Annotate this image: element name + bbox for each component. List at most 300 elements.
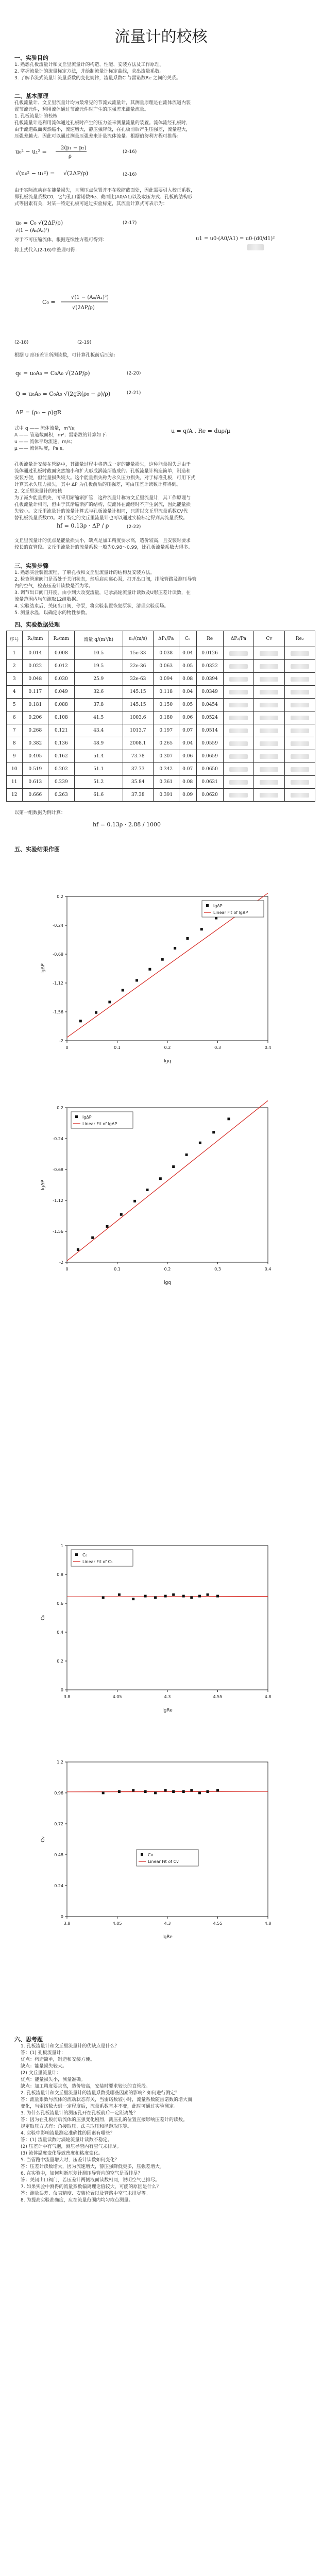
blurred-value (229, 728, 248, 733)
data-point (79, 1020, 82, 1022)
data-point (120, 1213, 123, 1216)
table-cell (254, 660, 284, 673)
fit-line (67, 1791, 268, 1792)
table-cell (284, 647, 315, 660)
data-point (200, 928, 203, 930)
data-point (95, 1011, 97, 1014)
table-cell: 0.05 (179, 660, 196, 673)
table-cell: 22e-36 (123, 660, 153, 673)
data-point (207, 1594, 209, 1596)
table-cell: 0.342 (153, 763, 179, 776)
text-line: 替孔板流量系数C0。对于特定的文丘里流量计也可以通过实验标定得到其流量系数。 (14, 516, 188, 521)
legend-entry: Cv (148, 1853, 154, 1857)
section-1-body (14, 62, 305, 82)
text-line: 3. 为什么孔板流量计的测压孔开在孔板前后一定距离处？ (21, 2111, 138, 2116)
x-tick-label: 0.3 (214, 1045, 221, 1050)
equation-number: (2-16) (123, 149, 137, 155)
table-cell: 0.118 (153, 686, 179, 699)
data-table (6, 631, 315, 802)
table-cell: 2 (7, 660, 23, 673)
y-tick-label: 0.2 (57, 1659, 63, 1664)
table-cell: 0.05 (179, 699, 196, 711)
table-cell: 0.04 (179, 647, 196, 660)
text-line: 内的空气，检查压差计读数是否为零。 (14, 584, 94, 589)
text-line: 答：关闭出口阀门，若压差计两侧液面读数相同，说明空气已排尽。 (21, 2178, 160, 2183)
x-tick-label: 4.55 (213, 1694, 223, 1699)
x-axis-label: lgRe (162, 1708, 173, 1713)
table-cell: 8 (7, 737, 23, 750)
table-cell (284, 699, 315, 711)
table-cell: 0.268 (22, 724, 48, 737)
legend-entry: Linear Fit of Cv (148, 1859, 179, 1864)
table-cell: 0.0650 (196, 763, 223, 776)
text-line: 置节流元件，利用流体通过节流元件时产生的压强差来测量流量。 (14, 107, 149, 112)
text-line: 以第一组数据为例计算： (14, 810, 66, 816)
text-line: 式中 q —— 流体流量，m³/s； (14, 426, 79, 431)
x-tick-label: 0.2 (164, 1267, 171, 1272)
y-tick-label: 0 (60, 1914, 63, 1919)
table-cell: 51.4 (74, 750, 123, 763)
table-cell: 0.048 (22, 673, 48, 686)
text-line: 将上式代入(2-16)中整理可得： (14, 248, 80, 253)
text-line: 1. 孔板流量计的校核 (14, 114, 58, 119)
text-line: A —— 管道截面积，m²；雷诺数的计算如下： (14, 433, 111, 438)
table-cell: 0.088 (48, 699, 75, 711)
table-cell: 0.07 (179, 724, 196, 737)
table-cell (284, 660, 315, 673)
data-point (190, 1789, 193, 1792)
text-line: 孔板流量计相同，但由于其渐缩渐扩的结构，使流体在流经时不产生涡流，因此能量损 (14, 502, 191, 507)
table-cell (284, 789, 315, 802)
table-cell: 0.038 (153, 647, 179, 660)
data-point (174, 947, 176, 950)
blurred-value (260, 703, 278, 707)
table-cell (254, 763, 284, 776)
plot-frame (67, 1762, 268, 1917)
table-cell (254, 673, 284, 686)
x-tick-label: 4.05 (112, 1921, 122, 1926)
x-tick-label: 4.8 (264, 1694, 272, 1699)
table-cell: 0.121 (48, 724, 75, 737)
text-line: 答：测量误差、仪表精度、安装位置以及管路中空气未排尽等。 (21, 2191, 151, 2196)
table-header-cell: 序号 (7, 631, 23, 647)
y-tick-label: 1 (60, 1544, 63, 1548)
blurred-value (291, 664, 309, 669)
table-cell: 0.022 (22, 660, 48, 673)
section-3-body (14, 570, 305, 617)
data-point (102, 1596, 105, 1599)
x-tick-label: 3.8 (63, 1921, 71, 1926)
x-tick-label: 4.3 (164, 1694, 171, 1699)
table-cell: 0.361 (153, 776, 179, 789)
table-cell: 0.08 (179, 673, 196, 686)
table-cell: 1 (7, 647, 23, 660)
table-cell: 37.38 (123, 789, 153, 802)
data-point (212, 1131, 215, 1133)
x-tick-label: 4.55 (213, 1921, 223, 1926)
table-row (7, 660, 315, 673)
chart-c0-re (36, 1525, 283, 1721)
blurred-value (229, 780, 248, 785)
text-line: 为了减少能量损失，可采用渐缩渐扩管，这种流量计称为文丘里流量计，其工作原理与 (14, 496, 191, 501)
table-cell (223, 673, 253, 686)
data-point (144, 1790, 147, 1793)
table-cell (223, 686, 253, 699)
table-cell: 6 (7, 711, 23, 724)
blurred-value (260, 728, 278, 733)
table-cell: 0.04 (179, 737, 196, 750)
table-cell: 10 (7, 763, 23, 776)
y-tick-label: -0.24 (53, 1137, 63, 1141)
text-line: 较长的直管段。文丘里流量计的流量系数一般为0.98～0.99，比孔板流量系数大得多。 (14, 545, 193, 550)
text-line: (2) 压差计中有气泡，测压导管内有空气未排尽。 (21, 2144, 122, 2149)
y-tick-label: 0.48 (54, 1853, 63, 1857)
table-cell: 0.239 (48, 776, 75, 789)
table-header-cell: R₂/mm (48, 631, 75, 647)
legend-marker (141, 1853, 143, 1856)
text-line: 对于不可压缩流体，根据连续性方程可得到： (14, 238, 108, 243)
table-cell: 0.014 (22, 647, 48, 660)
blurred-value (260, 793, 278, 798)
text-line: 压强差越大。因此可以通过测量压强差来计量流体流量。根据伯努利方程可推得： (14, 134, 182, 139)
blurred-value (291, 677, 309, 682)
table-cell: 0.197 (153, 724, 179, 737)
table-row (7, 699, 315, 711)
table-cell (284, 750, 315, 763)
equation-number: (2-16) (123, 172, 137, 177)
data-point (182, 1595, 185, 1598)
x-tick-label: 0 (65, 1267, 69, 1272)
table-cell: 0.382 (22, 737, 48, 750)
section-4-heading: 四、实验数据处理 (14, 621, 60, 628)
chart-orifice-lgdp-lgq (36, 876, 283, 1072)
data-point (133, 1200, 136, 1202)
table-cell: 0.09 (179, 789, 196, 802)
table-cell (223, 750, 253, 763)
equation-number: (2-20) (127, 371, 141, 376)
blurred-value (229, 703, 248, 707)
text-line: 答：因为在孔板前后流体的压强变化剧烈，测压孔的位置直接影响压差计的读数。 (21, 2117, 188, 2123)
table-cell: 0.06 (179, 750, 196, 763)
data-point (159, 1177, 162, 1180)
table-cell: 0.180 (153, 711, 179, 724)
section-1-heading: 一、实验目的 (14, 55, 48, 61)
table-cell (254, 647, 284, 660)
table-header-cell: u₀/(m/s) (123, 631, 153, 647)
table-cell: 0.0322 (196, 660, 223, 673)
y-axis-label: lgΔP (41, 963, 46, 974)
text-line: 式等因素有关，对某一特定孔板可通过实验标定，其流量计算式可表示为： (14, 201, 168, 207)
equation-permanent-loss: hf = 0.13ρ · ΔP / ρ (57, 522, 109, 529)
legend-marker (75, 1115, 78, 1118)
text-line: 孔板流量计是利用流体通过孔板时产生的压力差来测量流量的装置。流体流经孔板时， (14, 121, 191, 126)
table-cell: 1013.7 (123, 724, 153, 737)
table-cell (254, 699, 284, 711)
equation-example: hf = 0.13ρ · 2.88 / 1000 (93, 821, 161, 828)
table-cell: 0.136 (48, 737, 75, 750)
table-cell: 0.0631 (196, 776, 223, 789)
text-line: 优点：构造简单，制造和安装方便。 (21, 2057, 95, 2062)
table-cell: 0.0559 (196, 737, 223, 750)
data-point (164, 1789, 167, 1792)
data-point (172, 1165, 175, 1168)
svg-text:√(2ΔP/ρ): √(2ΔP/ρ) (63, 170, 89, 177)
data-point (227, 1117, 230, 1120)
table-cell: 12 (7, 789, 23, 802)
table-cell: 0.0454 (196, 699, 223, 711)
table-header-cell: 流量 q/(m³/h) (74, 631, 123, 647)
table-row (7, 776, 315, 789)
data-point (91, 1236, 94, 1239)
table-cell: 0.094 (153, 673, 179, 686)
table-cell: 19.5 (74, 660, 123, 673)
data-point (216, 1595, 219, 1598)
blurred-value (260, 651, 278, 656)
table-cell: 0.0514 (196, 724, 223, 737)
data-point (154, 1792, 157, 1794)
y-tick-label: -2 (59, 1260, 63, 1265)
blurred-value (260, 690, 278, 694)
equation-continuity: u1 = u0·(A0/A1) = u0·(d0/d1)² (196, 236, 275, 242)
table-cell: 9 (7, 750, 23, 763)
data-point (182, 1790, 185, 1793)
table-cell: 0.391 (153, 789, 179, 802)
text-line: 由于流道截面突然缩小，流速增大，静压强降低，在孔板前后产生压强差，流量越大， (14, 127, 191, 132)
table-body (7, 647, 315, 802)
data-point (154, 1596, 157, 1599)
blurred-value (291, 703, 309, 707)
x-tick-label: 4.05 (112, 1694, 122, 1699)
text-line: 答：(1) 流量读数时涡轮流量计读数不稳定。 (21, 2138, 112, 2143)
table-cell: 0.0126 (196, 647, 223, 660)
data-point (118, 1790, 121, 1793)
table-cell: 0.150 (153, 699, 179, 711)
svg-text:u₀ = C₀ √(2ΔP/ρ): u₀ = C₀ √(2ΔP/ρ) (15, 219, 63, 226)
data-point (132, 1598, 134, 1600)
blurred-value (229, 690, 248, 694)
table-cell: 0.117 (22, 686, 48, 699)
section-2-sub (14, 247, 305, 254)
y-tick-label: 0.24 (54, 1884, 63, 1888)
table-cell: 0.108 (48, 711, 75, 724)
table-cell: 32.6 (74, 686, 123, 699)
table-cell: 145.15 (123, 699, 153, 711)
equation-number: (2-19) (77, 340, 92, 345)
table-cell: 2008.1 (123, 737, 153, 750)
table-cell: 0.666 (22, 789, 48, 802)
formula-example (14, 810, 305, 817)
equation-reynolds (170, 420, 273, 441)
table-cell (254, 737, 284, 750)
section-3-heading: 三、实验步骤 (14, 563, 48, 569)
section-2-venturi (14, 538, 305, 551)
x-axis-label: lgq (164, 1059, 171, 1064)
table-cell (284, 737, 315, 750)
table-cell: 15e-33 (123, 647, 153, 660)
table-cell: 10.5 (74, 647, 123, 660)
table-row (7, 789, 315, 802)
text-line: 优点：能量损失小，测量准确。 (21, 2077, 86, 2082)
text-line: 答：压差计读数增大，因为流速增大，静压强降低更多，压强差增大。 (21, 2164, 165, 2170)
table-header-cell: ΔP₂/Pa (223, 631, 253, 647)
text-line: μ —— 流体粘度，Pa·s。 (14, 446, 67, 451)
text-line: 答：(1) 孔板流量计： (21, 2050, 66, 2056)
equation-flow-rate (14, 363, 169, 425)
table-cell: 0.613 (22, 776, 48, 789)
table-cell (254, 711, 284, 724)
table-cell (223, 711, 253, 724)
data-point (108, 1001, 111, 1003)
table-cell: 35.84 (123, 776, 153, 789)
section-5-heading: 五、实验结果作图 (14, 846, 60, 853)
y-axis-label: C₀ (41, 1615, 46, 1620)
text-line: 3. 了解节流式流量计流量系数的变化规律，流量系数C 与雷诺数Re 之间的关系。 (14, 76, 181, 81)
table-cell: 0.162 (48, 750, 75, 763)
table-header-cell: R₁/mm (22, 631, 48, 647)
svg-text:u = q/A , Re = duρ/μ: u = q/A , Re = duρ/μ (171, 428, 230, 434)
y-tick-label: -0.68 (53, 1167, 63, 1172)
table-cell (284, 776, 315, 789)
blurred-value (260, 754, 278, 759)
text-line: 4. 实验中影响流量测定准确性的因素有哪些？ (21, 2131, 115, 2136)
x-tick-label: 3.8 (63, 1694, 71, 1699)
text-line: 缺点：能量损失较大。 (21, 2064, 67, 2069)
chart-cv-re (36, 1741, 283, 1947)
blurred-value (260, 716, 278, 720)
table-cell: 25.9 (74, 673, 123, 686)
y-tick-label: -0.68 (53, 952, 63, 957)
x-tick-label: 0.4 (264, 1045, 272, 1050)
x-tick-label: 0.3 (214, 1267, 221, 1272)
y-tick-label: -0.24 (53, 923, 63, 928)
table-cell: 0.307 (153, 750, 179, 763)
data-point (77, 1248, 79, 1251)
table-row (7, 711, 315, 724)
y-tick-label: 0.2 (57, 894, 63, 899)
table-cell (223, 647, 253, 660)
plot-frame (67, 1546, 268, 1690)
blurred-value (229, 767, 248, 772)
table-header-cell: ΔP₁/Pa (153, 631, 179, 647)
table-cell: 0.04 (179, 686, 196, 699)
data-point (185, 1154, 188, 1156)
svg-text:√(1 − (A₀/A₁)²): √(1 − (A₀/A₁)²) (71, 295, 109, 300)
x-tick-label: 0 (65, 1045, 69, 1050)
blurred-value (229, 754, 248, 759)
text-line: 规定取压方式有：角接取压、法兰取压和径距取压等。 (21, 2124, 132, 2129)
y-axis-label: Cv (41, 1836, 46, 1842)
table-cell: 0.0394 (196, 673, 223, 686)
table-cell (284, 673, 315, 686)
table-row (7, 686, 315, 699)
table-cell (223, 699, 253, 711)
blurred-value (229, 741, 248, 746)
blurred-value (291, 780, 309, 785)
table-header-cell: C₀ (179, 631, 196, 647)
x-axis-label: lgq (164, 1280, 171, 1285)
data-point (172, 1594, 175, 1596)
table-header-row (7, 631, 315, 647)
y-tick-label: 0.6 (57, 1601, 63, 1606)
table-cell: 0.08 (179, 776, 196, 789)
section-2-body (14, 100, 305, 140)
data-point (190, 1596, 193, 1599)
table-cell: 0.0349 (196, 686, 223, 699)
svg-text:q₀ = u₀A₀ = C₀A₀ √(2ΔP/ρ): q₀ = u₀A₀ = C₀A₀ √(2ΔP/ρ) (15, 370, 90, 377)
y-tick-label: 0.96 (54, 1791, 63, 1795)
x-axis-label: lgRe (162, 1935, 173, 1940)
table-cell: 4 (7, 686, 23, 699)
table-cell: 3 (7, 673, 23, 686)
table-header-cell: Re (196, 631, 223, 647)
text-line: 1. 熟悉孔板流量计和文丘里流量计的构造、性能、安装方法及工作原理。 (14, 62, 164, 67)
data-point (161, 958, 164, 961)
table-cell: 51.1 (74, 763, 123, 776)
table-cell: 73.78 (123, 750, 153, 763)
table-cell (223, 789, 253, 802)
table-cell: 1003.6 (123, 711, 153, 724)
text-line: 由于实际流动存在能量损失，且测压点位置并不在收缩截面处，因此需要引入校正系数， (14, 188, 196, 193)
svg-text:2(p₁ − p₂): 2(p₁ − p₂) (61, 145, 87, 151)
data-point (187, 937, 189, 940)
text-line: 文丘里流量计的优点是能量损失小，缺点是加工精度要求高，造价较高，且安装时要求 (14, 538, 191, 544)
report-title: 流量计的校核 (114, 28, 208, 46)
data-point (102, 1792, 105, 1794)
data-point (198, 1595, 201, 1598)
equation-number: (2-21) (127, 391, 141, 396)
blurred-value (260, 741, 278, 746)
data-point (106, 1225, 109, 1228)
legend-marker (75, 1553, 78, 1556)
text-line: 4. 实验结束后，关闭出口阀，停泵，将实验装置恢复原状，清理实验现场。 (14, 604, 169, 609)
equation-flow-coefficient (41, 289, 175, 335)
text-line: 2. 文丘里流量计的校核 (14, 489, 62, 494)
table-cell: 0.008 (48, 647, 75, 660)
x-tick-label: 0.4 (264, 1267, 272, 1272)
text-line: 安装方便，但能量损失较大。这个能量损失称为永久压力损失。对于标准孔板，可用下式 (14, 476, 196, 481)
legend-entry: lgΔP (82, 1115, 92, 1120)
text-line: 1. 熟悉实验装置流程，了解孔板和文丘里流量计的结构及安装方法。 (14, 570, 155, 575)
table-cell: 0.181 (22, 699, 48, 711)
table-row (7, 763, 315, 776)
table-cell: 37.73 (123, 763, 153, 776)
text-line: 孔板流量计、文丘里流量计均为最常见的节流式流量计，其测量原理是在流体流道内装 (14, 100, 191, 106)
legend-entry: lgΔP (213, 904, 223, 908)
blurred-value (291, 651, 309, 656)
table-cell: 0.265 (153, 737, 179, 750)
table-cell (254, 776, 284, 789)
data-point (132, 1789, 134, 1792)
text-line: 2. 掌握流量计的流量标定方法，并绘制流量计标定曲线，求出流量系数。 (14, 69, 164, 74)
text-line: 失较小。文丘里流量计的流量计算式与孔板流量计相同，只需以文丘里流量系数CV代 (14, 509, 188, 514)
table-cell: 11 (7, 776, 23, 789)
blurred-value (229, 677, 248, 682)
svg-text:ρ: ρ (69, 154, 72, 159)
text-line: 5. 当管路中流量增大时，压差计读数如何变化？ (21, 2158, 120, 2163)
blurred-value (229, 664, 248, 669)
table-cell (223, 776, 253, 789)
data-point (198, 1792, 201, 1794)
blurred-value (229, 651, 248, 656)
table-cell: 0.0524 (196, 711, 223, 724)
table-cell (223, 660, 253, 673)
table-cell: 37.8 (74, 699, 123, 711)
table-cell (223, 724, 253, 737)
table-cell: 0.0659 (196, 750, 223, 763)
table-cell: 0.519 (22, 763, 48, 776)
table-cell: 51.2 (74, 776, 123, 789)
table-cell: 0.06 (179, 711, 196, 724)
